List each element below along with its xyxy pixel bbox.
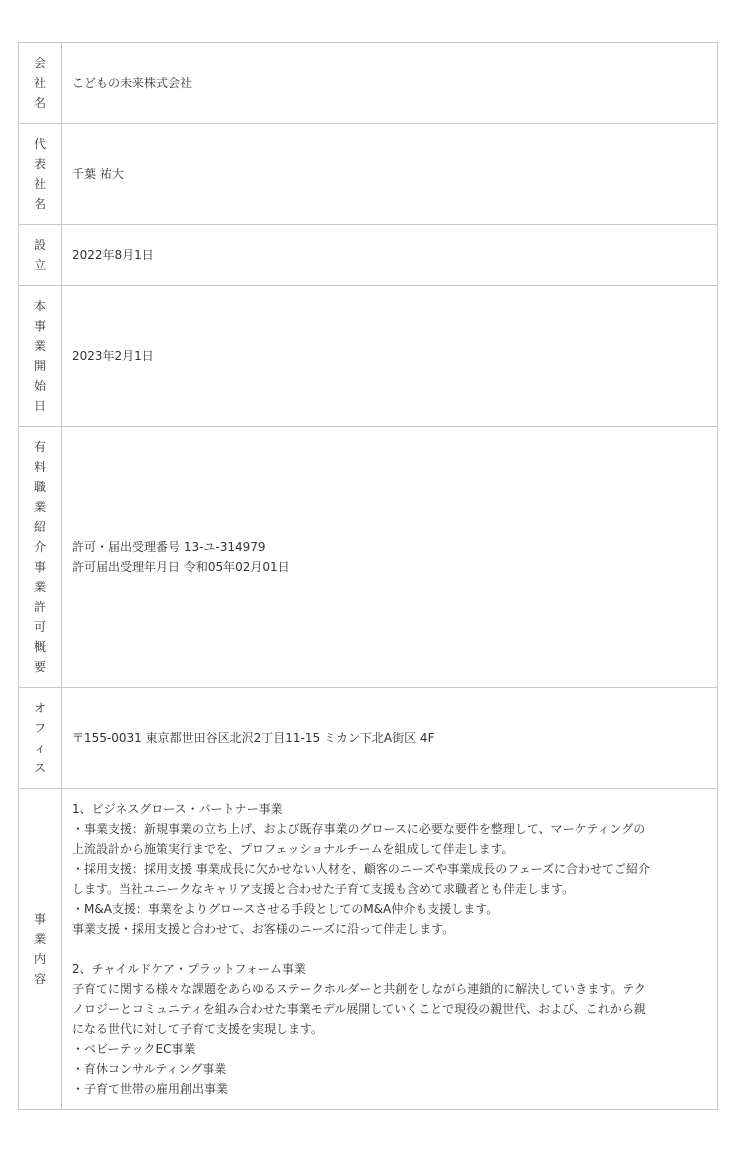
row-value-representative [62,124,718,225]
value-line: 子育てに関する様々な課題をあらゆるステークホルダーと共創をしながら連鎖的に解決していきます。テク [72,982,646,996]
row-label-text: 代表社名 [33,137,46,211]
row-label-text: 設立 [33,238,46,272]
value-line: こどもの未来株式会社 [72,76,193,90]
row-label-text: 有料職業紹介事業許可概要 [33,440,46,674]
row-label-text: オフィス [33,701,46,775]
row-label-office [19,688,62,789]
value-line: します。当社ユニークなキャリア支援と合わせた子育て支援も含めて求職者とも伴走します。 [72,882,575,896]
value-line: ・事業支援：新規事業の立ち上げ、および既存事業のグロースに必要な要件を整理して、マーケティングの [72,822,646,836]
row-label-text: 本事業開始日 [33,299,46,413]
table-row-representative [19,124,718,225]
company-info-table [18,42,718,1110]
row-value-business-start [62,286,718,427]
table-row-license [19,427,718,688]
value-line: ・子育て世帯の雇用創出事業 [72,1082,229,1096]
table-row-business [19,789,718,1110]
row-value-business [62,789,718,1110]
value-line: 許可・届出受理番号 13-ユ-314979 [72,540,266,554]
value-line: 事業支援・採用支援と合わせて、お客様のニーズに沿って伴走します。 [72,922,455,936]
value-line: 1、ビジネスグロース・パートナー事業 [72,802,283,816]
row-label-founded [19,225,62,286]
row-label-license [19,427,62,688]
blank-line [72,939,707,959]
value-line: ・育休コンサルティング事業 [72,1062,227,1076]
row-label-business-start [19,286,62,427]
value-line: ノロジーとコミュニティを組み合わせた事業モデル展開していくことで現役の親世代、および、これから親 [72,1002,646,1016]
row-label-business [19,789,62,1110]
value-line: 許可届出受理年月日 令和05年02月01日 [72,560,290,574]
company-info-section [18,42,718,1110]
value-line: 〒155-0031 東京都世田谷区北沢2丁目11-15 ミカン下北A街区 4F [72,731,435,745]
value-line: ・M&A支援：事業をよりグロースさせる手段としてのM&A仲介も支援します。 [72,902,499,916]
table-row-founded [19,225,718,286]
row-value-license [62,427,718,688]
row-value-company-name [62,43,718,124]
row-value-office [62,688,718,789]
value-line: 2、チャイルドケア・プラットフォーム事業 [72,962,306,976]
row-label-text: 事業内容 [33,912,46,986]
value-line: になる世代に対して子育て支援を実現します。 [72,1022,324,1036]
value-line: ・採用支援：採用支援 事業成長に欠かせない人材を、顧客のニーズや事業成長のフェーズに合わせてご紹介 [72,862,651,876]
value-line: 2023年2月1日 [72,349,154,363]
table-row-company-name [19,43,718,124]
row-value-founded [62,225,718,286]
row-label-company-name [19,43,62,124]
value-line: ・ベビーテックEC事業 [72,1042,196,1056]
value-line: 上流設計から施策実行までを、プロフェッショナルチームを組成して伴走します。 [72,842,514,856]
value-line: 千葉 祐大 [72,167,124,181]
row-label-text: 会社名 [33,56,46,110]
row-label-representative [19,124,62,225]
table-row-office [19,688,718,789]
table-row-business-start [19,286,718,427]
value-line: 2022年8月1日 [72,248,154,262]
